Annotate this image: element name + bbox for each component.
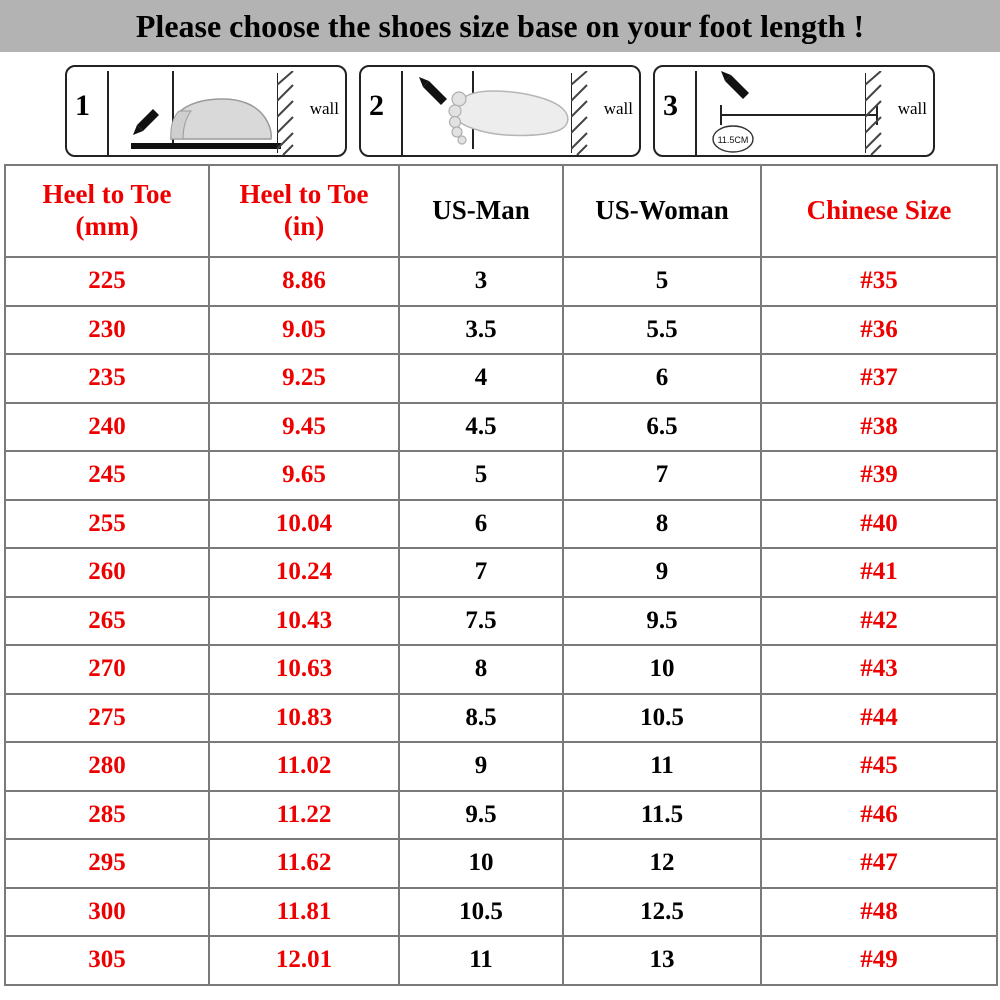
- cell-chinese: #44: [761, 694, 997, 743]
- table-row: [5, 694, 997, 743]
- cell-us-man: 11: [399, 936, 563, 985]
- header-banner: [0, 0, 1000, 52]
- step-1-number: 1: [75, 89, 90, 122]
- cell-chinese: #40: [761, 500, 997, 549]
- measurement-steps: [0, 52, 1000, 164]
- cell-us-woman: 12: [563, 839, 761, 888]
- cell-chinese: #45: [761, 742, 997, 791]
- table-row: [5, 936, 997, 985]
- step-1: [65, 65, 347, 157]
- size-table-body: [5, 257, 997, 985]
- cell-chinese: #42: [761, 597, 997, 646]
- cell-mm: 260: [5, 548, 209, 597]
- cell-mm: 270: [5, 645, 209, 694]
- cell-in: 10.24: [209, 548, 399, 597]
- cell-mm: 265: [5, 597, 209, 646]
- cell-in: 10.43: [209, 597, 399, 646]
- cell-us-man: 7.5: [399, 597, 563, 646]
- cell-chinese: #43: [761, 645, 997, 694]
- cell-chinese: #49: [761, 936, 997, 985]
- cell-mm: 280: [5, 742, 209, 791]
- size-table: [4, 164, 998, 986]
- step-3-number: 3: [663, 89, 678, 122]
- banner-title: Please choose the shoes size base on your foot length !: [135, 7, 865, 44]
- cell-us-woman: 9.5: [563, 597, 761, 646]
- svg-text:11.5CM: 11.5CM: [717, 135, 749, 145]
- cell-us-man: 8.5: [399, 694, 563, 743]
- cell-us-woman: 8: [563, 500, 761, 549]
- cell-us-man: 10.5: [399, 888, 563, 937]
- step-2-wall-label: wall: [603, 99, 633, 118]
- cell-mm: 235: [5, 354, 209, 403]
- cell-mm: 275: [5, 694, 209, 743]
- cell-chinese: #48: [761, 888, 997, 937]
- cell-mm: 295: [5, 839, 209, 888]
- cell-chinese: #38: [761, 403, 997, 452]
- cell-chinese: #35: [761, 257, 997, 306]
- table-row: [5, 645, 997, 694]
- cell-in: 11.02: [209, 742, 399, 791]
- cell-in: 11.81: [209, 888, 399, 937]
- cell-mm: 230: [5, 306, 209, 355]
- cell-chinese: #41: [761, 548, 997, 597]
- cell-us-woman: 5: [563, 257, 761, 306]
- header-heel-to-toe-in-line2: (in): [283, 211, 325, 241]
- table-row: [5, 742, 997, 791]
- cell-mm: 255: [5, 500, 209, 549]
- cell-in: 9.45: [209, 403, 399, 452]
- header-heel-to-toe-mm: [5, 165, 209, 257]
- cell-us-woman: 12.5: [563, 888, 761, 937]
- header-heel-to-toe-mm-line1: Heel to Toe: [42, 179, 172, 210]
- header-chinese-size: Chinese Size: [761, 165, 997, 257]
- table-row: [5, 257, 997, 306]
- header-row: [5, 165, 997, 257]
- step-3: [653, 65, 935, 157]
- table-row: [5, 888, 997, 937]
- cell-in: 11.62: [209, 839, 399, 888]
- wall-hatch-1-icon: [277, 71, 303, 155]
- header-heel-to-toe-in: [209, 165, 399, 257]
- table-row: [5, 839, 997, 888]
- table-row: [5, 791, 997, 840]
- cell-us-woman: 9: [563, 548, 761, 597]
- cell-us-man: 9: [399, 742, 563, 791]
- step-2-number: 2: [369, 89, 384, 122]
- cell-mm: 225: [5, 257, 209, 306]
- cell-mm: 305: [5, 936, 209, 985]
- table-row: [5, 597, 997, 646]
- cell-us-man: 9.5: [399, 791, 563, 840]
- cell-us-woman: 7: [563, 451, 761, 500]
- cell-us-man: 4: [399, 354, 563, 403]
- wall-hatch-3-icon: [865, 71, 891, 155]
- size-table-head: [5, 165, 997, 257]
- cell-us-woman: 10: [563, 645, 761, 694]
- header-us-man: US-Man: [399, 165, 563, 257]
- cell-us-man: 8: [399, 645, 563, 694]
- table-row: [5, 354, 997, 403]
- table-row: [5, 451, 997, 500]
- cell-in: 10.83: [209, 694, 399, 743]
- header-us-woman: US-Woman: [563, 165, 761, 257]
- cell-us-man: 3.5: [399, 306, 563, 355]
- cell-us-woman: 13: [563, 936, 761, 985]
- cell-us-man: 10: [399, 839, 563, 888]
- cell-us-man: 5: [399, 451, 563, 500]
- step-3-divider: [695, 71, 697, 155]
- cell-chinese: #47: [761, 839, 997, 888]
- cell-us-man: 4.5: [399, 403, 563, 452]
- cell-mm: 245: [5, 451, 209, 500]
- table-row: [5, 306, 997, 355]
- cell-in: 10.04: [209, 500, 399, 549]
- cell-us-man: 3: [399, 257, 563, 306]
- step-2-divider: [401, 71, 403, 155]
- cell-chinese: #46: [761, 791, 997, 840]
- step-2: [359, 65, 641, 157]
- cell-us-woman: 6: [563, 354, 761, 403]
- cell-us-man: 6: [399, 500, 563, 549]
- cell-us-woman: 6.5: [563, 403, 761, 452]
- cell-us-man: 7: [399, 548, 563, 597]
- cell-in: 10.63: [209, 645, 399, 694]
- cell-in: 8.86: [209, 257, 399, 306]
- table-row: [5, 548, 997, 597]
- cell-mm: 240: [5, 403, 209, 452]
- cell-mm: 285: [5, 791, 209, 840]
- cell-us-woman: 5.5: [563, 306, 761, 355]
- cell-chinese: #36: [761, 306, 997, 355]
- cell-in: 9.05: [209, 306, 399, 355]
- cell-mm: 300: [5, 888, 209, 937]
- header-heel-to-toe-in-line1: Heel to Toe: [239, 179, 369, 210]
- cell-us-woman: 11: [563, 742, 761, 791]
- step-1-divider: [107, 71, 109, 155]
- cell-us-woman: 10.5: [563, 694, 761, 743]
- cell-in: 9.25: [209, 354, 399, 403]
- table-row: [5, 403, 997, 452]
- step-3-wall-label: wall: [897, 99, 927, 118]
- header-heel-to-toe-mm-line2: (mm): [75, 211, 139, 241]
- wall-hatch-2-icon: [571, 71, 597, 155]
- step-1-wall-label: wall: [309, 99, 339, 118]
- cell-us-woman: 11.5: [563, 791, 761, 840]
- cell-in: 12.01: [209, 936, 399, 985]
- cell-chinese: #37: [761, 354, 997, 403]
- size-table-wrapper: [0, 164, 1000, 990]
- table-row: [5, 500, 997, 549]
- cell-chinese: #39: [761, 451, 997, 500]
- cell-in: 11.22: [209, 791, 399, 840]
- cell-in: 9.65: [209, 451, 399, 500]
